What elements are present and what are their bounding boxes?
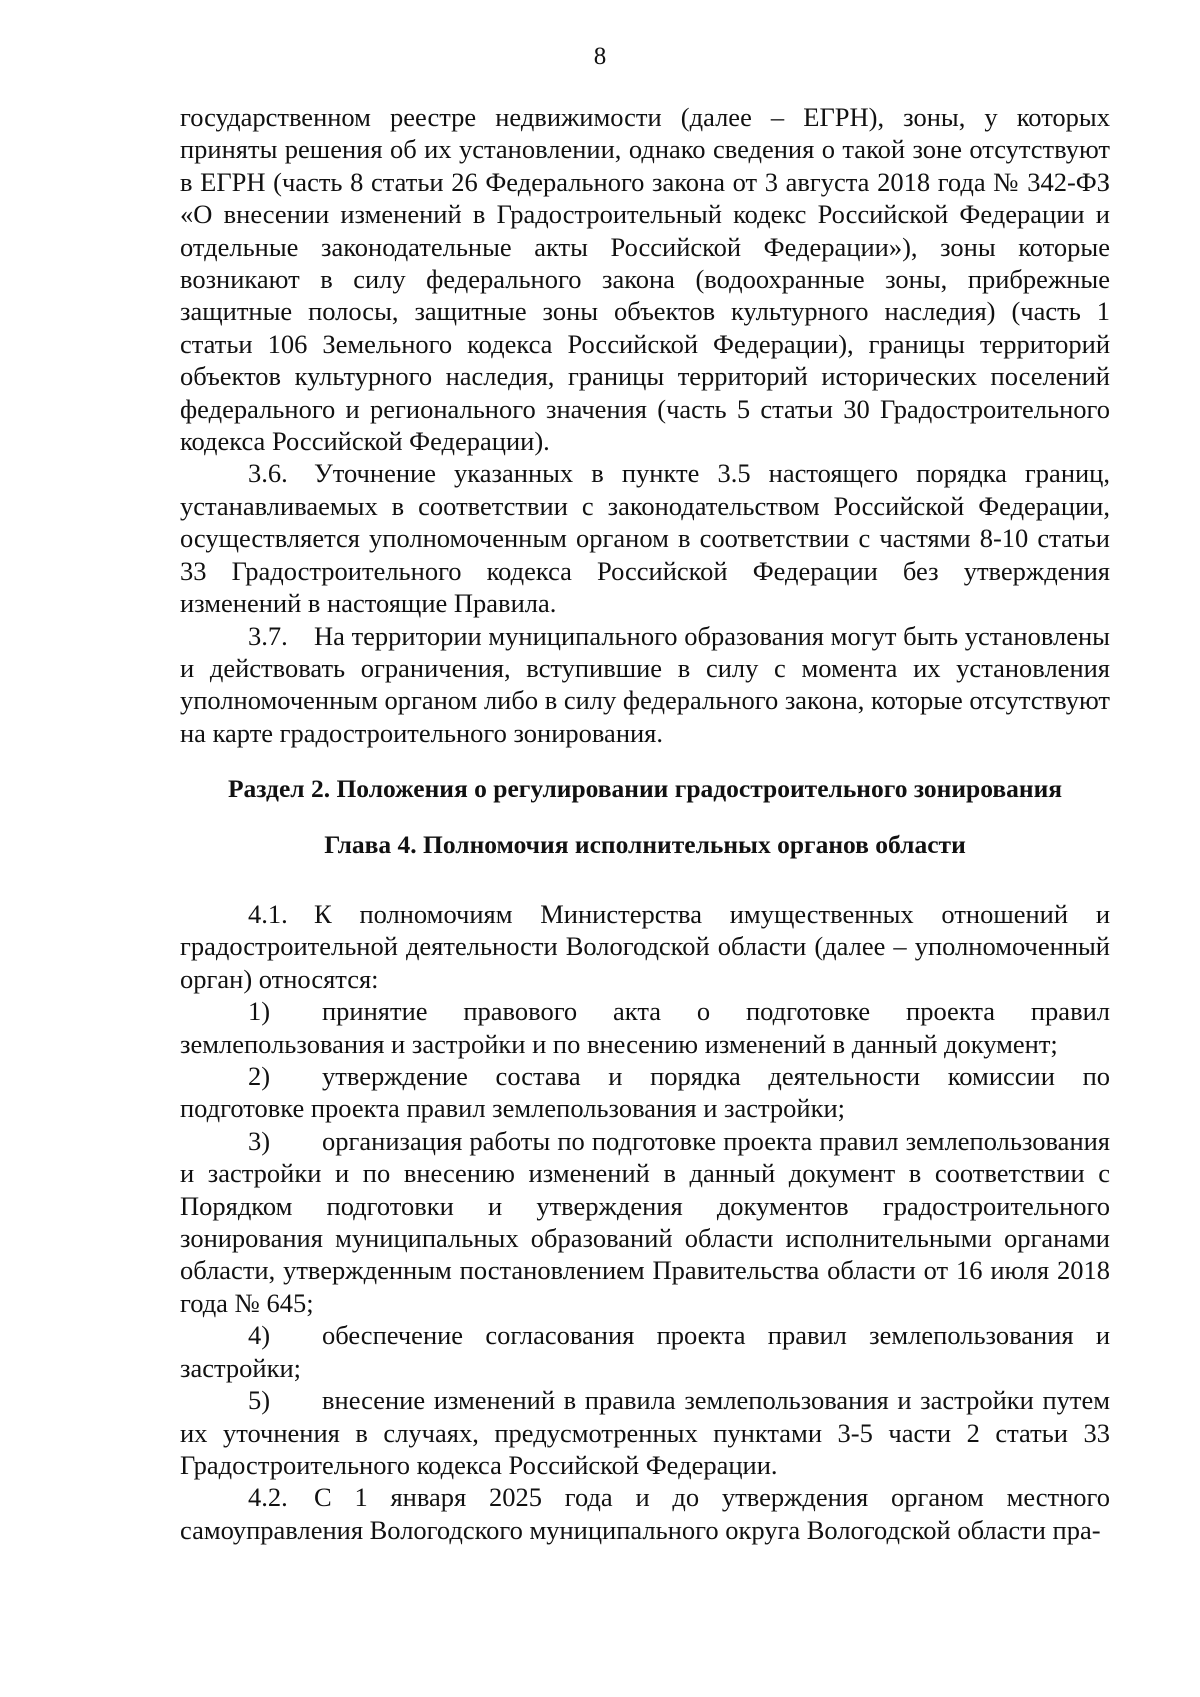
paragraph-number: 3.6. bbox=[248, 458, 288, 489]
chapter-heading: Глава 4. Полномочия исполнительных органов области bbox=[324, 830, 966, 859]
list-item-number: 5) bbox=[248, 1385, 271, 1416]
list-item bbox=[180, 995, 1110, 1060]
paragraph-continuation bbox=[180, 101, 1110, 457]
paragraph-4-2 bbox=[180, 1481, 1110, 1546]
page-number: 8 bbox=[593, 43, 607, 70]
list-item-number: 1) bbox=[248, 996, 271, 1027]
top-text-block bbox=[180, 101, 1110, 749]
paragraph-number: 4.2. bbox=[248, 1482, 288, 1513]
paragraph-3-7 bbox=[180, 620, 1110, 750]
list-item-text: организация работы по подготовке проекта правил землепользования и застройки и по внесению изменений в данный документ в соответствии с Порядком подготовки и утверждения документов градостроительного зонирования муниципальных образований области исполнительными органами области, утвержденным постановлением Правительства области от 16 июля 2018 года № 645; bbox=[180, 1125, 1110, 1318]
paragraph-text: Уточнение указанных в пункте 3.5 настоящего порядка границ, устанавливаемых в соответствии с законодательством Российской Федерации, осуществляется уполномоченным органом в соответствии с частями 8-10 статьи 33 Градостроительного кодекса Российской Федерации без утверждения изменений в настоящие Правила. bbox=[180, 458, 1110, 619]
list-item-text: внесение изменений в правила землепользования и застройки путем их уточнения в случаях, предусмотренных пунктами 3-5 части 2 статьи 33 Градостроительного кодекса Российской Федерации. bbox=[180, 1385, 1110, 1480]
paragraph-number: 4.1. bbox=[248, 899, 288, 929]
list-item-text: принятие правового акта о подготовке проекта правил землепользования и застройки и по внесению изменений в данный документ; bbox=[180, 996, 1110, 1059]
list-item-number: 2) bbox=[248, 1061, 271, 1092]
paragraph-text: государственном реестре недвижимости (далее – ЕГРН), зоны, у которых приняты решения об их установлении, однако сведения о такой зоне отсутствуют в ЕГРН (часть 8 статьи 26 Федерального закона от 3 августа 2018 года № 342-ФЗ «О внесении изменений в Градостроительный кодекс Российской Федерации и отдельные законодательные акты Российской Федерации»), зоны которые возникают в силу федерального закона (водоохранные зоны, прибрежные защитные полосы, защитные зоны объектов культурного наследия) (часть 1 статьи 106 Земельного кодекса Российской Федерации), границы территорий объектов культурного наследия, границы территорий исторических поселений федерального и регионального значения (часть 5 статьи 30 Градостроительного кодекса Российской Федерации). bbox=[180, 102, 1110, 457]
list-item-number: 3) bbox=[248, 1125, 271, 1156]
list-item bbox=[180, 1125, 1110, 1319]
list-item-text: обеспечение согласования проекта правил землепользования и застройки; bbox=[180, 1320, 1110, 1383]
paragraph-4-1 bbox=[180, 898, 1110, 995]
paragraph-text: На территории муниципального образования могут быть установлены и действовать ограничения, вступившие в силу с момента их установления уполномоченным органом либо в силу федерального закона, которые отсутствуют на карте градостроительного зонирования. bbox=[180, 620, 1110, 748]
paragraph-text: С 1 января 2025 года и до утверждения органом местного самоуправления Вологодского муниципального округа Вологодской области пра- bbox=[180, 1482, 1110, 1545]
section-heading: Раздел 2. Положения о регулировании градостроительного зонирования bbox=[227, 774, 1063, 803]
list-item-number: 4) bbox=[248, 1320, 271, 1351]
paragraph-text: К полномочиям Министерства имущественных отношений и градостроительной деятельности Вологодской области (далее – уполномоченный орган) относятся: bbox=[180, 899, 1110, 994]
list-item-text: утверждение состава и порядка деятельности комиссии по подготовке проекта правил землепользования и застройки; bbox=[180, 1061, 1110, 1124]
paragraph-3-6 bbox=[180, 457, 1110, 619]
list-item bbox=[180, 1384, 1110, 1481]
list-item bbox=[180, 1060, 1110, 1125]
paragraph-number: 3.7. bbox=[248, 620, 288, 651]
chapter-text-block bbox=[180, 898, 1110, 1546]
list-item bbox=[180, 1319, 1110, 1384]
